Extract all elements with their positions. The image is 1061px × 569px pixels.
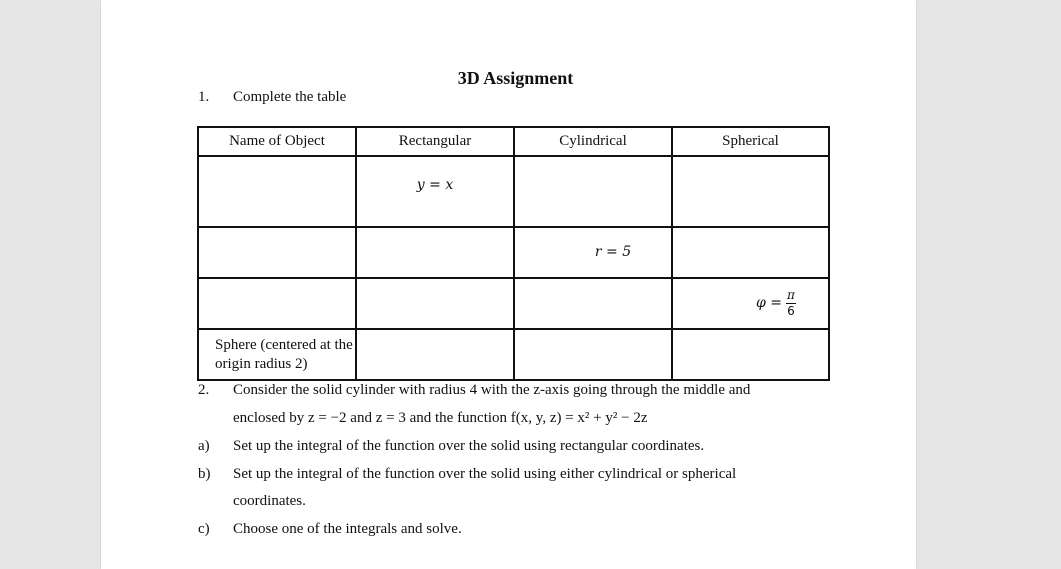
table-cell-sphere: Sphere (centered at the origin radius 2) [198,329,356,380]
question-2-line-2: enclosed by z = −2 and z = 3 and the function f(x, y, z) = x² + y² − 2z [233,410,648,426]
table-cell[interactable] [514,156,672,227]
question-2-number: 2. [198,382,210,398]
table-row [198,278,829,329]
spherical-equation-fraction [786,289,796,318]
table-cell [356,156,514,227]
table-row [198,329,829,380]
header-cylindrical: Cylindrical [514,127,672,156]
question-1-prompt: Complete the table [233,89,347,105]
rectangular-equation: y = x [416,177,454,193]
question-2-line-1: Consider the solid cylinder with radius 4 with the z-axis going through the middle and [233,382,751,398]
table-cell[interactable] [514,278,672,329]
part-b-text: Set up the integral of the function over the solid using either cylindrical or spherical [233,466,737,482]
header-spherical: Spherical [672,127,829,156]
table-cell[interactable] [356,227,514,278]
cylindrical-equation: r = 5 [594,244,632,260]
fraction-numerator: π [787,288,795,302]
table-cell[interactable] [672,156,829,227]
fraction-denominator: 6 [787,304,795,318]
table-cell[interactable] [356,329,514,380]
part-c-label: c) [198,521,210,537]
page-title: 3D Assignment [457,68,574,88]
part-b-text-continued: coordinates. [233,493,306,509]
table-cell[interactable] [198,278,356,329]
table-cell[interactable] [514,329,672,380]
table-cell[interactable] [672,227,829,278]
table-cell[interactable] [672,329,829,380]
table-row [198,156,829,227]
table-cell[interactable] [198,156,356,227]
table-header-row [198,127,829,156]
header-rectangular: Rectangular [356,127,514,156]
question-1-number: 1. [198,89,210,105]
table-cell[interactable] [198,227,356,278]
table-cell[interactable] [356,278,514,329]
part-b-label: b) [198,466,211,482]
spherical-equation-lhs: φ = [756,294,782,311]
part-c-text: Choose one of the integrals and solve. [233,521,462,537]
part-a-label: a) [198,438,210,454]
document-page [101,0,916,569]
header-name-of-object: Name of Object [198,127,356,156]
table-row [198,227,829,278]
table-cell [514,227,672,278]
part-a-text: Set up the integral of the function over the solid using rectangular coordinates. [233,438,705,454]
table-cell [672,278,829,329]
coordinates-table [197,126,830,381]
